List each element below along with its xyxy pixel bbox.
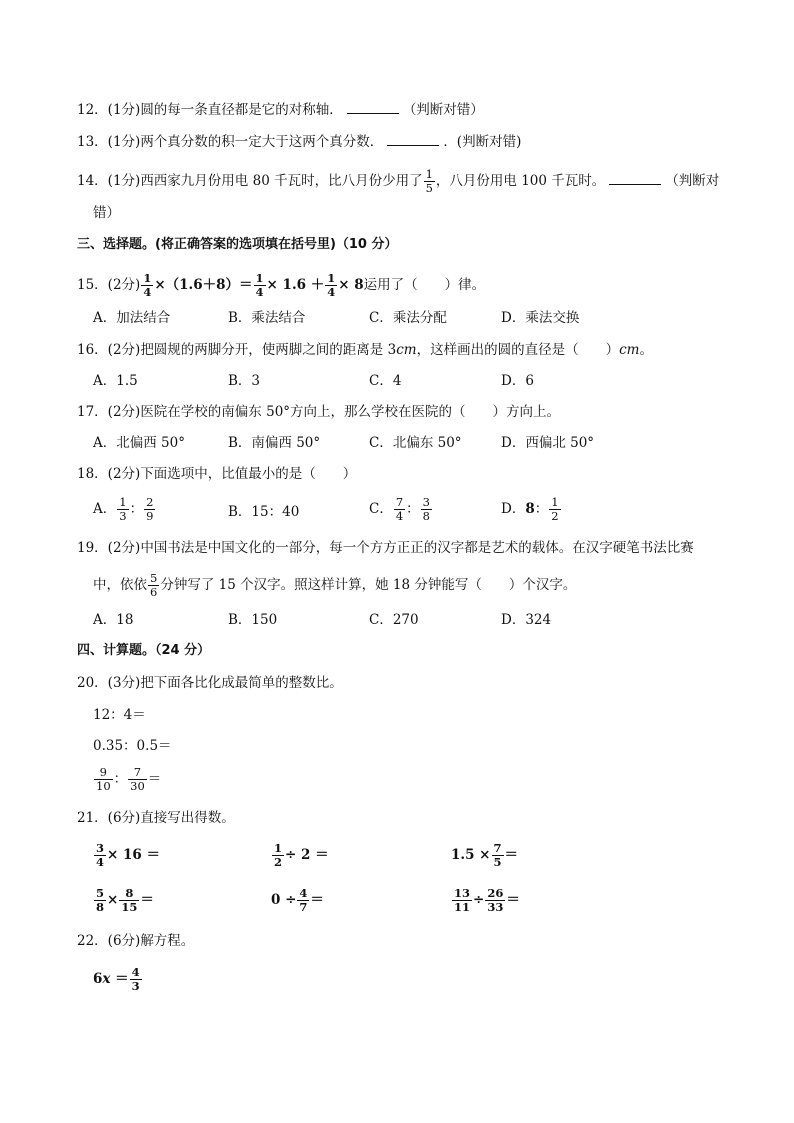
section-heading-3: 三、选择题。(将正确答案的选项填在括号里)（10 分） [77, 237, 398, 252]
operator: ÷ [473, 892, 485, 908]
calc-21-5 [271, 887, 324, 914]
coefficient: 6 [93, 971, 103, 987]
question-12 [77, 100, 484, 120]
question-number: 22．(6分) [77, 933, 141, 949]
option-c[interactable]: C．乘法分配 [369, 310, 447, 326]
ratio-sign: ： [129, 501, 144, 517]
option-d[interactable]: D．西偏北 50° [501, 435, 595, 451]
fraction: $\frac{9}{10}$ [96, 765, 111, 793]
fraction: $\frac{26}{33}$ [487, 886, 504, 914]
fraction: $\frac{4}{7}$ [299, 886, 308, 914]
equals-sign: ＝ [310, 892, 324, 908]
question-22 [77, 931, 194, 951]
fraction: $\frac{1}{4}$ [327, 271, 336, 299]
question-number: 16．(2分) [77, 342, 141, 358]
question-19 [77, 538, 694, 558]
equals-sign: ＝ [140, 892, 154, 908]
option-b[interactable]: B．3 [228, 373, 261, 389]
option-label: D． [501, 501, 526, 517]
question-number: 19．(2分) [77, 540, 141, 556]
question-number: 13．(1分) [77, 134, 141, 150]
question-text: ，八月份用电 100 千瓦时。 [435, 173, 606, 189]
fraction: $\frac{13}{11}$ [454, 886, 471, 914]
expression: ÷ 2 ＝ [285, 847, 329, 863]
question-text: 两个真分数的积一定大于这两个真分数． [140, 134, 384, 150]
fraction: $\frac{2}{9}$ [146, 495, 154, 523]
fraction: $\frac{1}{3}$ [119, 495, 127, 523]
question-text: 中国书法是中国文化的一部分，每一个方方正正的汉字都是艺术的载体。在汉字硬笔书法比赛 [140, 540, 694, 556]
option-c[interactable]: C．北偏东 50° [369, 435, 462, 451]
equals-sign: ＝ [506, 892, 520, 908]
fraction: $\frac{7}{5}$ [493, 841, 502, 869]
question-14 [77, 168, 719, 195]
fraction: $\frac{4}{3}$ [131, 965, 140, 993]
answer-blank[interactable] [387, 133, 439, 146]
option-b[interactable]: B．15：40 [228, 504, 300, 520]
question-text: 把下面各比化成最简单的整数比。 [140, 675, 343, 691]
fraction: $\frac{5}{6}$ [150, 571, 158, 599]
option-b[interactable]: B．150 [228, 612, 278, 628]
question-number: 20．(3分) [77, 675, 141, 691]
question-18 [77, 464, 356, 484]
question-text: 分钟写了 15 个汉字。照这样计算，她 18 分钟能写（ ）个汉字。 [160, 577, 577, 593]
option-a[interactable] [93, 496, 156, 523]
fraction: $\frac{1}{4}$ [255, 271, 264, 299]
equals-sign: ＝ [147, 771, 162, 787]
fraction: $\frac{3}{8}$ [422, 495, 430, 523]
question-text: 圆的每一条直径都是它的对称轴． [140, 102, 343, 118]
question-number: 17．(2分) [77, 404, 141, 420]
question-16 [77, 340, 653, 360]
option-a[interactable]: A．加法结合 [93, 310, 171, 326]
fraction: $\frac{1}{2}$ [274, 841, 283, 869]
question-15 [77, 272, 485, 299]
question-tail: （判断对错） [402, 102, 484, 118]
calc-21-4 [93, 887, 154, 914]
question-text: 直接写出得数。 [140, 810, 235, 826]
question-text: 运用了（ ）律。 [363, 277, 486, 293]
option-d[interactable]: D．324 [501, 612, 552, 628]
fraction: $\frac{8}{15}$ [121, 886, 138, 914]
question-14-continuation: 错） [93, 205, 120, 221]
question-number: 12．(1分) [77, 102, 141, 118]
option-c[interactable]: C．270 [369, 612, 419, 628]
fraction: $\frac{7}{30}$ [130, 765, 145, 793]
operator: × [107, 892, 119, 908]
expression: × 8 [338, 277, 364, 293]
option-c[interactable]: C．4 [369, 373, 402, 389]
answer-blank[interactable] [347, 101, 399, 114]
option-b[interactable]: B．南偏西 50° [228, 435, 321, 451]
option-a[interactable]: A．1.5 [93, 373, 138, 389]
fraction: $\frac{7}{4}$ [395, 495, 404, 523]
expression: × 16 ＝ [107, 847, 161, 863]
ratio-sign: ： [534, 501, 549, 517]
expression: 0 ÷ [271, 892, 297, 908]
expression-20-1: 12：4＝ [93, 707, 146, 723]
option-b[interactable]: B．乘法结合 [228, 310, 306, 326]
unit: cm [619, 342, 640, 358]
question-text: 中，依依 [93, 577, 147, 593]
question-number: 15．(2分) [77, 277, 141, 293]
question-number: 18．(2分) [77, 466, 141, 482]
question-17 [77, 402, 560, 422]
question-tail: （判断对 [665, 173, 720, 189]
question-21 [77, 808, 235, 828]
question-20 [77, 673, 343, 693]
question-number: 21．(6分) [77, 810, 141, 826]
expression: × 1.6 ＋ [266, 277, 325, 293]
option-label: A． [93, 501, 117, 517]
answer-blank[interactable] [609, 172, 661, 185]
question-text: 把圆规的两脚分开，使两脚之间的距离是 3 [140, 342, 397, 358]
unit: cm [396, 342, 417, 358]
calc-21-1 [93, 842, 160, 869]
question-text: 医院在学校的南偏东 50°方向上，那么学校在医院的（ ）方向上。 [140, 404, 561, 420]
fraction: $\frac{1}{4}$ [143, 271, 152, 299]
option-c[interactable] [369, 496, 433, 523]
equals-sign: ＝ [110, 971, 129, 987]
option-a[interactable]: A．18 [93, 612, 134, 628]
expression-20-2: 0.35：0.5＝ [93, 738, 172, 754]
calc-21-3 [451, 842, 518, 869]
question-tail: ．(判断对错) [443, 134, 522, 150]
calc-21-6 [451, 887, 520, 914]
fraction: $\frac{1}{5}$ [425, 167, 433, 195]
calc-21-2 [271, 842, 329, 869]
option-d[interactable]: D．6 [501, 373, 534, 389]
question-13 [77, 132, 521, 152]
question-number: 14．(1分) [77, 173, 141, 189]
variable: x [102, 971, 111, 987]
ratio-sign: ： [406, 501, 420, 517]
question-text: 下面选项中，比值最小的是（ ） [140, 466, 357, 482]
section-heading-4: 四、计算题。（24 分） [77, 643, 211, 658]
ratio-sign: ： [113, 771, 128, 787]
question-text: ，这样画出的圆的直径是（ ） [416, 342, 620, 358]
option-d[interactable] [501, 496, 562, 523]
expression-20-3 [93, 766, 161, 793]
expression: ＝ [504, 847, 519, 863]
option-d[interactable]: D．乘法交换 [501, 310, 580, 326]
expression: ×（1.6＋8）＝ [154, 277, 253, 293]
fraction: $\frac{3}{4}$ [96, 841, 105, 869]
question-19-line2 [93, 572, 576, 599]
whole-number: 8 [525, 501, 535, 517]
question-text: 解方程。 [140, 933, 195, 949]
option-a[interactable]: A．北偏西 50° [93, 435, 185, 451]
equation-22 [93, 966, 143, 993]
option-label: C． [369, 501, 393, 517]
fraction: $\frac{1}{2}$ [551, 495, 559, 523]
expression: 1.5 × [451, 847, 491, 863]
question-end: 。 [639, 342, 653, 358]
fraction: $\frac{5}{8}$ [96, 886, 105, 914]
question-text: 西西家九月份用电 80 千瓦时，比八月份少用了 [140, 173, 423, 189]
